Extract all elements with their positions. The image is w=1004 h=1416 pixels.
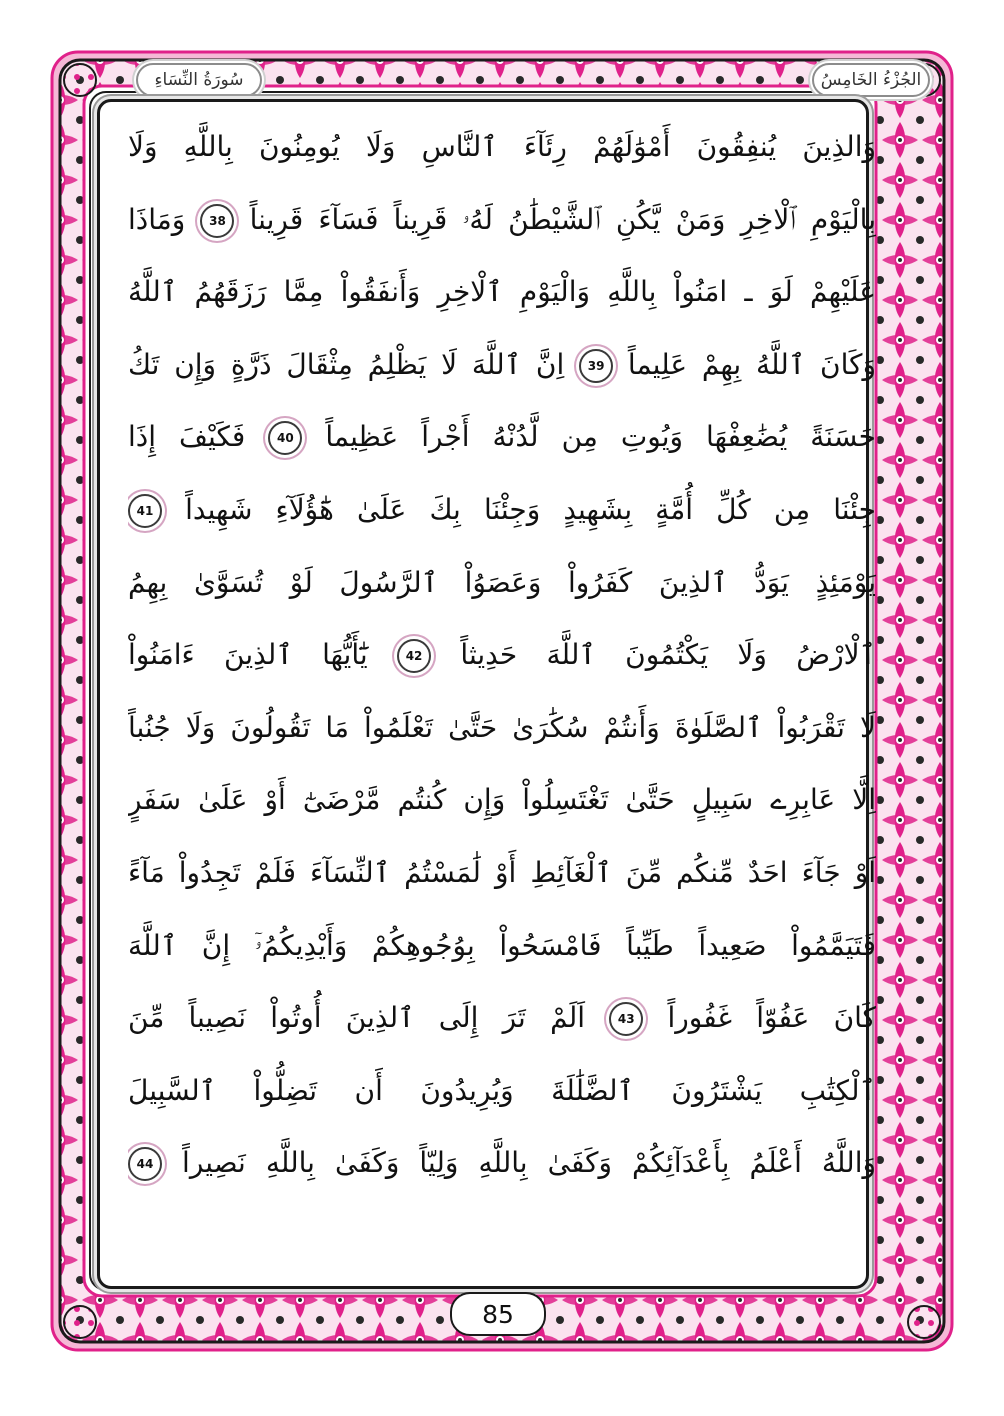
verse-text: اَلَمْ تَرَ إِلَى ٱلذِينَ أُوتُواْ نَصِيباً مِّنَ <box>128 1001 586 1035</box>
verse-line <box>128 843 876 903</box>
verse-line <box>128 262 876 322</box>
verse-line <box>128 335 876 395</box>
verse-text: اِلَّا عَابِرِے سَبِيلٍ حَتَّىٰ تَغْتَسِلُواْ وَإِن كُنتُم مَّرْضَىٰٓ أَوْ عَلَىٰ سَفَرٍ <box>128 783 876 817</box>
ayah-number-marker: 41 <box>128 494 162 528</box>
verse-line <box>128 698 876 758</box>
verse-text: كَانَ عَفُوّاً غَفُوراً <box>667 1001 876 1035</box>
verse-line <box>128 625 876 685</box>
verse-text: اِنَّ ٱللَّهَ لَا يَظْلِمُ مِثْقَالَ ذَرَّةٍ وَإِن تَكُ <box>128 347 565 381</box>
verse-text: وَاللَّهُ أَعْلَمُ بِأَعْدَآئِكُمْ وَكَفَىٰ بِاللَّهِ وَلِيّاً وَكَفَىٰ بِاللَّهِ نَصِيراً <box>182 1146 876 1180</box>
verse-line <box>128 407 876 467</box>
verse-text: حَسَنَةً يُضَٰعِفْهَا وَيُوتِ مِن لَّدُنْهُ أَجْراً عَظِيماً <box>325 420 876 454</box>
verse-text: وَمَاذَا <box>128 202 186 236</box>
verse-line <box>128 1061 876 1121</box>
ayah-number-marker: 42 <box>397 639 431 673</box>
verse-text: لَا تَقْرَبُواْ ٱلصَّلَوٰةَ وَأَنتُمْ سُكَٰرَىٰ حَتَّىٰ تَعْلَمُواْ مَا تَقُولُونَ وَلَا جُنُباً <box>128 710 876 744</box>
verse-line <box>128 988 876 1048</box>
juz-label: الجُزْءُ الخَامِسُ <box>812 63 930 97</box>
verse-text: فَتَيَمَّمُواْ صَعِيداً طَيِّباً فَامْسَحُواْ بِوُجُوهِكُمْ وَأَيْدِيكُمُۥٓ إِنَّ ٱللَّهَ <box>128 928 876 962</box>
ayah-number-marker: 44 <box>128 1147 162 1181</box>
verse-text: وَكَانَ ٱللَّهُ بِهِمْ عَلِيماً <box>627 347 876 381</box>
page-number: 85 <box>450 1292 546 1336</box>
verse-line <box>128 480 876 540</box>
verse-text: فَكَيْفَ إِذَا <box>128 420 246 454</box>
verse-line <box>128 190 876 250</box>
verse-text: وَالذِينَ يُنفِقُونَ أَمْوَٰلَهُمْ رِئَآءَ ٱلنَّاسِ وَلَا يُومِنُونَ بِاللَّهِ وَلَا <box>128 130 876 163</box>
verse-text: اَوْ جَآءَ احَدٌ مِّنكُم مِّنَ ٱلْغَآئِطِ أَوْ لَٰمَسْتُمُ ٱلنِّسَآءَ فَلَمْ تَجِدُواْ مَآءً <box>128 856 876 889</box>
verse-text: يَٰٓأَيُّهَا ٱلذِينَ ءَامَنُواْ <box>128 638 368 672</box>
ayah-number-marker: 39 <box>579 349 613 383</box>
verse-text: بِالْيَوْمِ ٱلْاخِرِ وَمَنْ يَّكُنِ ٱلشَّيْطَٰنُ لَهُۥ قَرِيناً فَسَآءَ قَرِيناً <box>249 202 876 236</box>
verse-text: عَلَيْهِمْ لَوَ ـ امَنُواْ بِاللَّهِ وَالْيَوْمِ ٱلْاخِرِ وَأَنفَقُواْ مِمَّا رَزَقَهُمُ ٱللَّهُ <box>128 275 876 309</box>
ayah-number-marker: 43 <box>609 1002 643 1036</box>
verse-line <box>128 916 876 976</box>
verse-text: ٱلْكِتَٰبِ يَشْتَرُونَ ٱلضَّلَٰلَةَ وَيُرِيدُونَ أَن تَضِلُّواْ ٱلسَّبِيلَ <box>128 1073 876 1107</box>
ayah-number-marker: 38 <box>200 204 234 238</box>
verse-line <box>128 553 876 613</box>
verse-line <box>128 770 876 830</box>
verse-text: ٱلْارْضُ وَلَا يَكْتُمُونَ ٱللَّهَ حَدِيثاً <box>460 638 876 672</box>
surah-label: سُورَةُ النِّسَاءِ <box>136 63 262 97</box>
ayah-number-marker: 40 <box>268 421 302 455</box>
verse-line <box>128 1133 876 1193</box>
verse-text: يَوْمَئِذٍ يَوَدُّ ٱلذِينَ كَفَرُواْ وَعَصَوُاْ ٱلرَّسُولَ لَوْ تُسَوَّىٰ بِهِمُ <box>128 565 876 599</box>
verse-text: جِئْنَا مِن كُلِّ أُمَّةٍ بِشَهِيدٍ وَجِئْنَا بِكَ عَلَىٰ هَٰٓؤُلَآءِ شَهِيداً <box>185 493 876 526</box>
verse-line <box>128 117 876 177</box>
